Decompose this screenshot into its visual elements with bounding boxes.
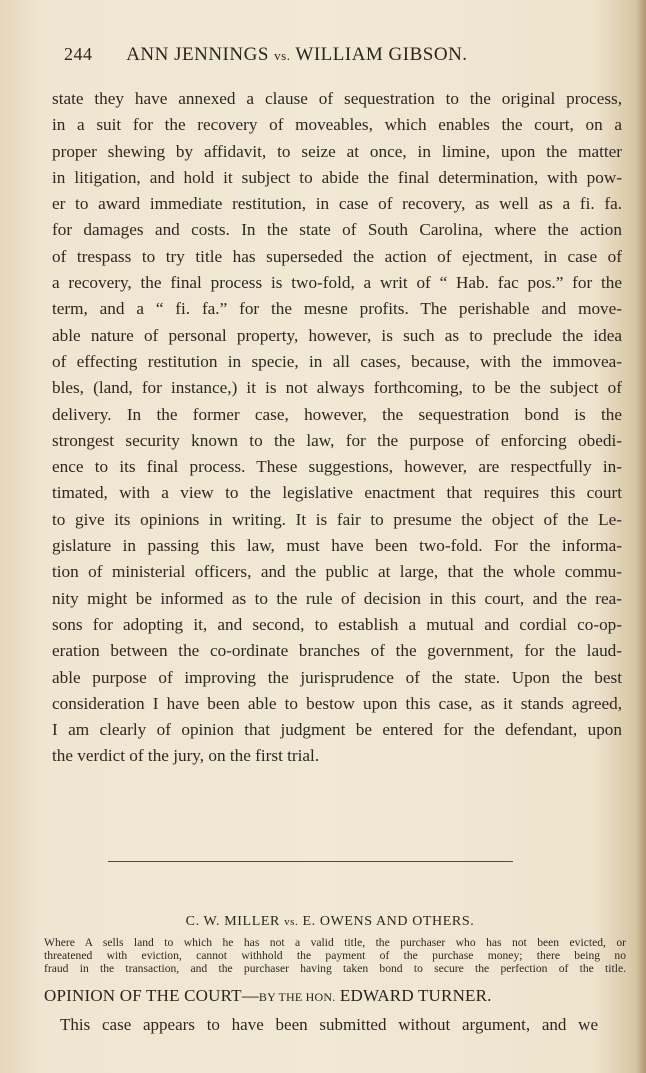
text-line: a recovery, the final process is two-fold, a writ of “ Hab. fac pos.” for the (52, 273, 622, 293)
opinion-heading-by: BY THE HON. (258, 990, 336, 1004)
opinion-first-line: This case appears to have been submitted without argument, and we (60, 1015, 598, 1034)
text-line-last: the verdict of the jury, on the first trial. (52, 746, 320, 766)
page-edge-shadow (636, 0, 646, 1073)
text-line: ence to its final process. These suggestions, however, are respectfully in- (52, 457, 622, 477)
next-case-vs: vs. (284, 916, 299, 928)
text-line: sons for adopting it, and second, to establish a mutual and cordial co-op- (52, 614, 622, 634)
text-line: for damages and costs. In the state of South Carolina, where the action (52, 220, 622, 240)
text-line: nity might be informed as to the rule of decision in this court, and the rea- (52, 588, 622, 608)
headnote-line: Where A sells land to which he has not a valid title, the purchaser who has not been evicted, or (44, 936, 626, 949)
text-line: I am clearly of opinion that judgment be entered for the defendant, upon (52, 720, 622, 740)
running-head-defendant: WILLIAM GIBSON. (295, 44, 468, 65)
headnote-line: fraud in the transaction, and the purchaser having taken bond to secure the perfection of the title. (44, 962, 626, 976)
text-line: of trespass to try title has superseded the action of ejectment, in case of (52, 246, 622, 266)
opinion-heading-main: OPINION OF THE COURT— (44, 986, 259, 1005)
text-line: able purpose of improving the jurisprudence of the state. Upon the best (52, 667, 622, 687)
text-line: bles, (land, for instance,) it is not always forthcoming, to be the subject of (52, 378, 622, 398)
running-head-vs: vs. (274, 48, 291, 63)
text-line: timated, with a view to the legislative enactment that requires this court (52, 483, 622, 503)
opinion-heading (44, 986, 584, 1006)
running-head (64, 44, 534, 66)
text-line: eration between the co-ordinate branches of the government, for the laud- (52, 641, 622, 661)
text-line: gislature in passing this law, must have been two-fold. For the informa- (52, 536, 622, 556)
text-line: term, and a “ fi. fa.” for the mesne profits. The perishable and move- (52, 299, 622, 319)
case-headnote (44, 936, 626, 976)
running-head-plaintiff: ANN JENNINGS (126, 44, 269, 65)
next-case-title (140, 914, 520, 930)
text-line: strongest security known to the law, for the purpose of enforcing obedi- (52, 430, 622, 450)
next-case-plaintiff: C. W. MILLER (185, 914, 280, 929)
text-line: to give its opinions in writing. It is fair to presume the object of the Le- (52, 509, 622, 529)
text-line: tion of ministerial officers, and the public at large, that the whole commu- (52, 562, 622, 582)
text-line: able nature of personal property, however, is such as to preclude the idea (52, 325, 622, 345)
opinion-body-text (52, 86, 622, 770)
next-case-defendant: E. OWENS AND OTHERS. (302, 914, 475, 929)
text-line: proper shewing by affidavit, to seize at once, in limine, upon the matter (52, 141, 622, 161)
text-line: in litigation, and hold it subject to abide the final determination, with pow- (52, 167, 622, 187)
section-divider-rule (108, 861, 513, 862)
text-line: in a suit for the recovery of moveables, which enables the court, on a (52, 115, 622, 135)
text-line: of effecting restitution in specie, in all cases, because, with the immovea- (52, 351, 622, 371)
text-line: er to award immediate restitution, in case of recovery, as well as a fi. fa. (52, 194, 622, 214)
opinion-heading-judge: EDWARD TURNER. (339, 986, 492, 1005)
headnote-line: threatened with eviction, cannot withhold the payment of the purchase money; there being no (44, 949, 626, 963)
text-line: delivery. In the former case, however, the sequestration bond is the (52, 404, 622, 424)
text-line: consideration I have been able to bestow upon this case, as it stands agreed, (52, 693, 622, 713)
text-line: state they have annexed a clause of sequestration to the original process, (52, 89, 622, 108)
page-number: 244 (64, 44, 93, 64)
